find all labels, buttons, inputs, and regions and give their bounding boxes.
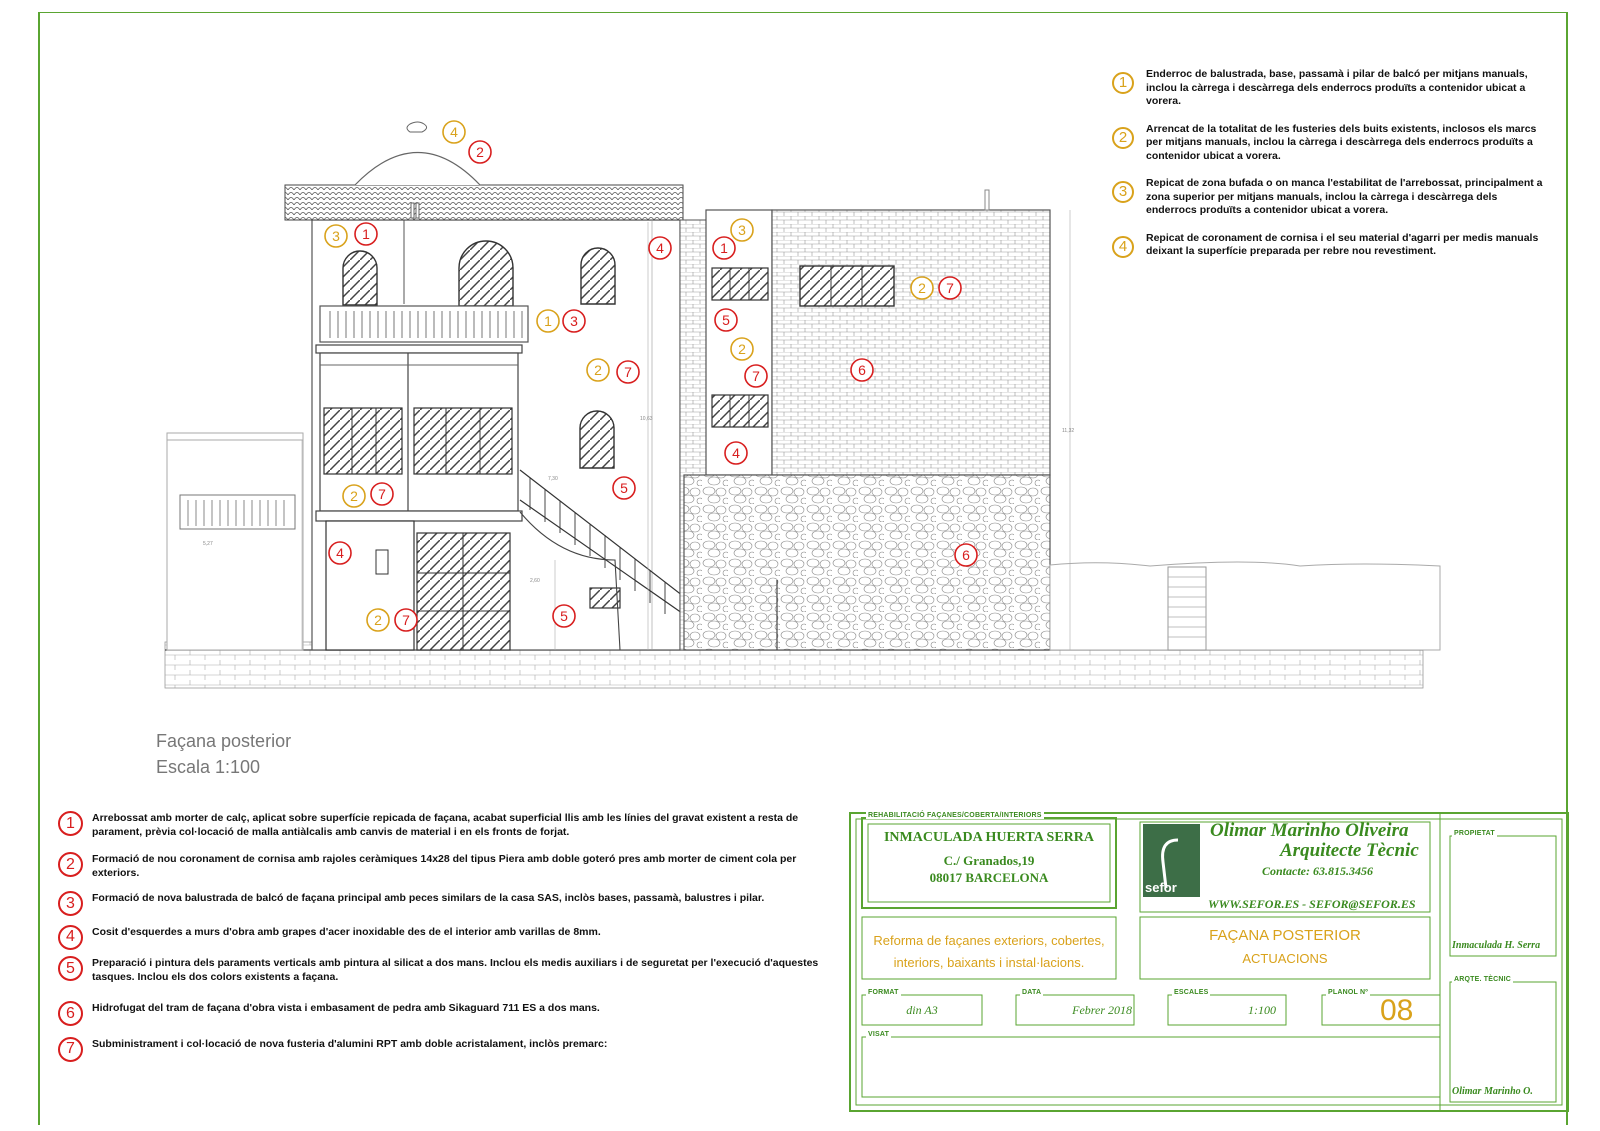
svg-text:7: 7: [624, 364, 632, 380]
marker-r-3-c: [563, 310, 585, 332]
client-name: INMACULADA HUERTA SERRA: [883, 830, 1095, 845]
legend-text: Repicat de coronament de cornisa i el seu material d'agarri per medis manuals deixant la superfície preparada per rebre nou revestiment.: [1146, 231, 1539, 257]
marker-r-4-c: [329, 542, 351, 564]
window-upper-right: [581, 248, 615, 304]
marker-r-7-e: [395, 609, 417, 631]
svg-text:6: 6: [858, 362, 866, 378]
view-title: [156, 728, 291, 780]
legend-demolition-item: [1108, 177, 1548, 218]
tech-label: ARQTE. TÈCNIC: [1454, 976, 1512, 983]
marker-y-2-b: [587, 359, 609, 381]
svg-text:2: 2: [594, 362, 602, 378]
svg-text:4: 4: [656, 240, 664, 256]
legend-number-badge: 1: [58, 811, 83, 836]
svg-text:3: 3: [332, 228, 340, 244]
legend-works: [56, 812, 826, 1058]
balcony-balustrade: [320, 306, 528, 342]
format-label: FORMAT: [868, 989, 899, 996]
tower-window-2: [712, 395, 768, 427]
project-description: Reforma de façanes exteriors, cobertes, interiors, baixants i instal·lacions.: [873, 933, 1105, 970]
svg-text:4: 4: [336, 545, 344, 561]
tech-signature: Olimar Marinho O.: [1452, 1086, 1533, 1097]
svg-text:5: 5: [722, 312, 730, 328]
marker-r-7-c: [939, 277, 961, 299]
sheet-subtitle: ACTUACIONS: [1242, 951, 1328, 966]
project-label: REHABILITACIÓ FAÇANES/COBERTA/INTERIORS: [868, 812, 1042, 819]
legend-demolition-item: [1108, 123, 1548, 164]
marker-y-2-d: [343, 485, 365, 507]
marker-r-4-b: [725, 442, 747, 464]
dim-label-5: 2,60: [530, 578, 540, 584]
window-under-stairs: [590, 588, 620, 608]
svg-text:2: 2: [350, 488, 358, 504]
legend-demolition: [1108, 68, 1548, 273]
legend-number-badge: 2: [1112, 127, 1134, 149]
legend-number-badge: 6: [58, 1001, 83, 1026]
annex-balustrade: [180, 495, 295, 529]
format-value: din A3: [906, 1003, 938, 1017]
legend-text: Subministrament i col·locació de nova fusteria d'alumini RPT amb doble acristalament, inclòs premarc:: [92, 1037, 608, 1050]
date-label: DATA: [1022, 989, 1042, 996]
legend-works-item: [56, 925, 826, 946]
client-city: 08017 BARCELONA: [929, 870, 1049, 885]
svg-text:2: 2: [738, 341, 746, 357]
dim-label-4: 7,30: [548, 476, 558, 482]
legend-works-item: [56, 853, 826, 880]
svg-text:6: 6: [962, 547, 970, 563]
dim-label-2: 11,32: [1062, 428, 1075, 434]
svg-text:2: 2: [476, 144, 484, 160]
dim-label-1: 10,63: [640, 416, 653, 422]
dome: [355, 153, 480, 186]
legend-works-item: [56, 1002, 826, 1022]
ground-floor-door: [326, 521, 414, 650]
date-value: Febrer 2018: [1072, 1003, 1132, 1017]
legend-works-item: [56, 892, 826, 912]
architect-name: Olimar Marinho Oliveira: [1210, 820, 1409, 841]
legend-text: Enderroc de balustrada, base, passamà i pilar de balcó per mitjans manuals, inclou la càrrega i descàrrega dels enderrocs produïts a contenidor ubicat a vorera.: [1146, 68, 1528, 107]
legend-demolition-item: [1108, 232, 1548, 259]
legend-works-item: [56, 957, 826, 984]
svg-text:5: 5: [620, 480, 628, 496]
marker-y-3-a: [325, 225, 347, 247]
marker-y-2-c: [911, 277, 933, 299]
marker-r-1-a: [355, 223, 377, 245]
legend-demolition-item: [1108, 68, 1548, 109]
svg-text:7: 7: [378, 486, 386, 502]
marker-y-4-top: [443, 121, 465, 143]
sheet-title: FAÇANA POSTERIOR: [1209, 927, 1361, 944]
plan-label: PLANOL Nº: [1328, 989, 1369, 996]
legend-text: Formació de nova balustrada de balcó de façana principal amb peces similars de la casa SAS, inclòs bases, passamà, balustres i pilar.: [92, 892, 765, 904]
svg-text:4: 4: [450, 124, 458, 140]
marker-r-5-a: [715, 309, 737, 331]
view-title-text: Façana posterior: [156, 731, 292, 751]
svg-text:7: 7: [946, 280, 954, 296]
logo-text: sefor: [1145, 880, 1177, 895]
client-address: C./ Granados,19: [943, 853, 1035, 868]
svg-text:2: 2: [918, 280, 926, 296]
garden-steps: [1168, 567, 1206, 650]
legend-number-badge: 4: [1112, 236, 1134, 258]
legend-number-badge: 5: [58, 956, 83, 981]
marker-r-2-top: [469, 141, 491, 163]
legend-number-badge: 7: [58, 1037, 83, 1062]
marker-r-6-a: [851, 359, 873, 381]
brick-block: [772, 210, 1050, 475]
marker-y-2-a: [731, 338, 753, 360]
contact: Contacte: 63.815.3456: [1262, 864, 1373, 878]
garden-wall: [1050, 562, 1440, 650]
marker-r-7-a: [745, 365, 767, 387]
svg-text:1: 1: [362, 226, 370, 242]
view-scale-text: Escala 1:100: [156, 757, 261, 777]
marker-r-5-c: [553, 605, 575, 627]
window-upper-center: [459, 241, 513, 306]
legend-text: Formació de nou coronament de cornisa amb rajoles ceràmiques 14x28 del tipus Piera amb doble goteró pres amb morter de ciment cola per exteriors.: [92, 853, 797, 879]
property-label: PROPIETAT: [1454, 830, 1495, 837]
scale-label: ESCALES: [1174, 989, 1209, 996]
svg-text:1: 1: [720, 240, 728, 256]
gallery-window-left: [324, 408, 402, 474]
property-signature: Inmaculada H. Serra: [1452, 940, 1541, 951]
svg-text:7: 7: [752, 368, 760, 384]
svg-text:4: 4: [732, 445, 740, 461]
marker-r-1-b: [713, 237, 735, 259]
dim-label-3: 5,27: [203, 541, 213, 547]
svg-text:2: 2: [374, 612, 382, 628]
stone-base: [684, 475, 1050, 650]
marker-y-2-e: [367, 609, 389, 631]
window-side-arched: [580, 411, 614, 468]
marker-r-7-b: [617, 361, 639, 383]
svg-text:3: 3: [738, 222, 746, 238]
legend-text: Hidrofugat del tram de façana d'obra vista i embasament de pedra amb Sikaguard 711 ES a dos mans.: [92, 1002, 600, 1014]
marker-y-3-b: [731, 219, 753, 241]
plan-number: 08: [1380, 994, 1414, 1027]
legend-text: Cosit d'esquerdes a murs d'obra amb grapes d'acer inoxidable des de el interior amb varillas de 8mm.: [92, 925, 601, 938]
legend-text: Repicat de zona bufada o on manca l'estabilitat de l'arrebossat, principalment a zona superior per mitjans manuals, inclou la càrrega i descàrrega dels enderrocs produïts a contenidor ubicat a vorera.: [1146, 177, 1543, 216]
legend-works-item: [56, 1037, 826, 1058]
architect-role: Arquitecte Tècnic: [1280, 840, 1419, 861]
web-contact: WWW.SEFOR.ES - SEFOR@SEFOR.ES: [1208, 897, 1416, 911]
legend-text: Preparació i pintura dels paraments verticals amb pintura al silicat a dos mans. Inclou els medis auxiliars i de seguretat per l'execució d'aquestes tasques. Inclou els dos colors existents a façana.: [92, 957, 819, 983]
cornice: [285, 185, 683, 220]
tower-window-1: [712, 268, 768, 300]
scale-value: 1:100: [1248, 1003, 1276, 1017]
window-upper-left: [343, 251, 377, 305]
legend-number-badge: 2: [58, 852, 83, 877]
visat-label: VISAT: [868, 1031, 890, 1038]
svg-text:3: 3: [570, 313, 578, 329]
legend-number-badge: 4: [58, 925, 83, 950]
marker-y-1-c: [537, 310, 559, 332]
marker-r-5-b: [613, 477, 635, 499]
svg-text:1: 1: [544, 313, 552, 329]
legend-number-badge: 3: [58, 891, 83, 916]
marker-r-7-d: [371, 483, 393, 505]
svg-text:7: 7: [402, 612, 410, 628]
legend-text: Arrencat de la totalitat de les fusteries dels buits existents, inclosos els marcs per mitjans manuals, inclou la càrrega i descàrrega dels enderrocs produïts a contenidor ubicat a vorera.: [1146, 122, 1537, 162]
brick-block-window: [800, 266, 894, 306]
marker-r-6-b: [955, 544, 977, 566]
marker-r-4-a: [649, 237, 671, 259]
gallery-window-right: [414, 408, 512, 474]
legend-works-item: [56, 812, 826, 839]
left-annex: [167, 433, 303, 650]
legend-number-badge: 3: [1112, 181, 1134, 203]
legend-number-badge: 1: [1112, 72, 1134, 94]
svg-text:5: 5: [560, 608, 568, 624]
legend-text: Arrebossat amb morter de calç, aplicat sobre superfície repicada de façana, acabat superficial llis amb les línies del gravat existent a resta de parament, prèvia col·locació de malla antiàlcalis amb canvis de material i en els fronts de forjat.: [92, 812, 799, 838]
